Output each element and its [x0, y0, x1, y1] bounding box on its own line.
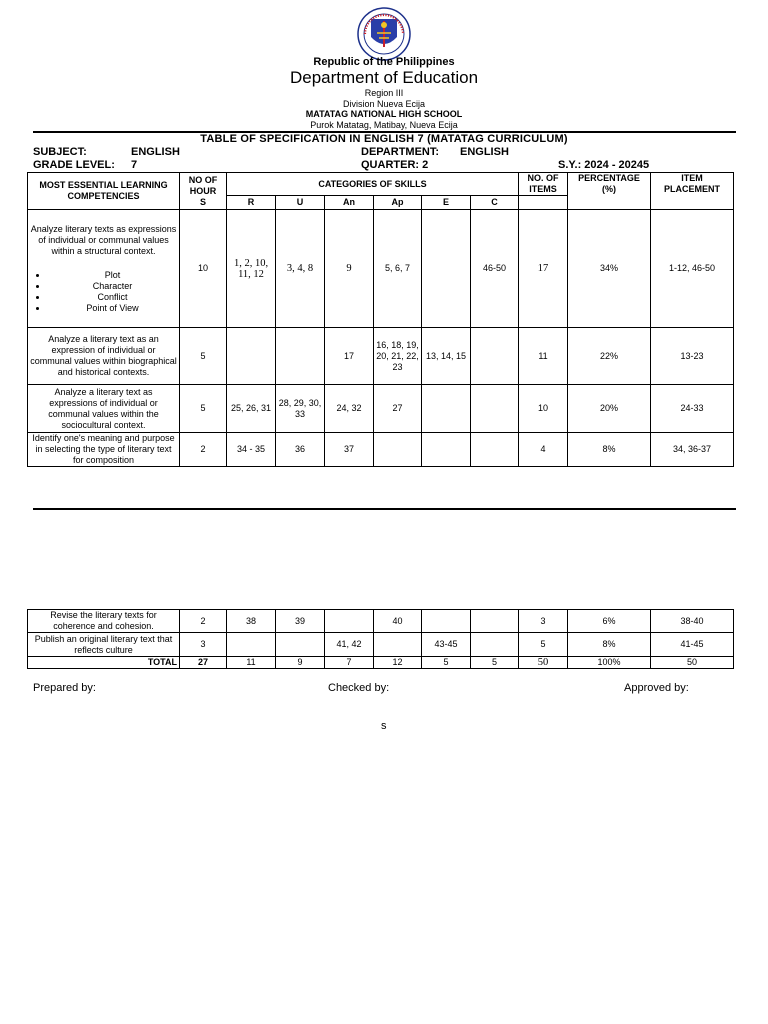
ap-cell: 16, 18, 19, 20, 21, 22, 23 — [374, 328, 422, 385]
table-row — [28, 610, 734, 633]
items-cell: 5 — [519, 633, 568, 657]
items-cell: 4 — [519, 433, 568, 467]
bullet-item: • Plot — [48, 270, 177, 281]
placement-cell: 41-45 — [651, 633, 734, 657]
header-r: R — [227, 196, 276, 210]
items-cell: 10 — [519, 385, 568, 433]
total-ap: 12 — [374, 657, 422, 669]
ap-cell: 40 — [374, 610, 422, 633]
e-cell — [422, 385, 471, 433]
table-row — [28, 210, 734, 328]
header-hours: NO OF HOUR S — [180, 173, 227, 210]
tos-table-bottom — [27, 609, 734, 669]
total-placement: 50 — [651, 657, 734, 669]
header-percentage: PERCENTAGE (%) — [568, 173, 651, 210]
table-row — [28, 328, 734, 385]
r-cell: 1, 2, 10, 11, 12 — [227, 210, 276, 328]
hours-cell: 5 — [180, 385, 227, 433]
bullet-item: • Point of View — [48, 303, 177, 314]
r-cell — [227, 328, 276, 385]
table-row — [28, 433, 734, 467]
grade-value: 7 — [131, 159, 138, 171]
an-cell: 37 — [325, 433, 374, 467]
division-text: Division Nueva Ecija — [342, 99, 426, 109]
table-row — [28, 633, 734, 657]
r-cell: 25, 26, 31 — [227, 385, 276, 433]
placement-cell: 24-33 — [651, 385, 734, 433]
header-c: C — [471, 196, 519, 210]
header-an: An — [325, 196, 374, 210]
table-row — [28, 385, 734, 433]
ap-cell — [374, 633, 422, 657]
percentage-cell: 6% — [568, 610, 651, 633]
c-cell — [471, 633, 519, 657]
e-cell: 43-45 — [422, 633, 471, 657]
competency-cell: Identify one's meaning and purpose in selecting the type of literary text for composition — [28, 433, 180, 467]
total-label: TOTAL — [28, 657, 180, 669]
percentage-cell: 8% — [568, 633, 651, 657]
total-r: 11 — [227, 657, 276, 669]
subject-value: ENGLISH — [131, 146, 180, 158]
department-label: DEPARTMENT: — [361, 146, 440, 158]
competency-cell: Analyze a literary text as an expression of individual or communal values within biographical and historical contexts. — [28, 328, 180, 385]
c-cell — [471, 433, 519, 467]
prepared-by-label: Prepared by: — [33, 682, 96, 694]
u-cell: 39 — [276, 610, 325, 633]
deped-seal-logo — [357, 7, 411, 61]
footer-mark: s — [381, 720, 387, 732]
competency-cell: Revise the literary texts for coherence and cohesion. — [28, 610, 180, 633]
total-c: 5 — [471, 657, 519, 669]
e-cell: 13, 14, 15 — [422, 328, 471, 385]
an-cell: 9 — [325, 210, 374, 328]
total-e: 5 — [422, 657, 471, 669]
items-cell: 17 — [519, 210, 568, 328]
header-competencies: MOST ESSENTIAL LEARNING COMPETENCIES — [28, 173, 180, 210]
total-u: 9 — [276, 657, 325, 669]
quarter-text: QUARTER: 2 — [361, 159, 429, 171]
hours-cell: 2 — [180, 433, 227, 467]
total-hours: 27 — [180, 657, 227, 669]
u-cell: 28, 29, 30, 33 — [276, 385, 325, 433]
header-items: NO. OF ITEMS — [519, 173, 568, 196]
tos-table-top — [27, 172, 734, 467]
school-address: Purok Matatag, Matibay, Nueva Ecija — [310, 120, 458, 130]
c-cell: 46-50 — [471, 210, 519, 328]
subject-label: SUBJECT: — [33, 146, 87, 158]
u-cell — [276, 328, 325, 385]
competency-bullets — [30, 270, 177, 314]
department-value: ENGLISH — [460, 146, 509, 158]
competency-cell: Analyze a literary text as expressions of individual or communal values within the sociocultural context. — [28, 385, 180, 433]
hours-cell: 10 — [180, 210, 227, 328]
percentage-cell: 22% — [568, 328, 651, 385]
checked-by-label: Checked by: — [328, 682, 390, 694]
percentage-cell: 8% — [568, 433, 651, 467]
ap-cell — [374, 433, 422, 467]
republic-heading: Republic of the Philippines — [313, 56, 455, 68]
header-skills: CATEGORIES OF SKILLS — [227, 173, 519, 196]
school-name: MATATAG NATIONAL HIGH SCHOOL — [305, 109, 463, 119]
hours-cell: 5 — [180, 328, 227, 385]
total-items: 50 — [519, 657, 568, 669]
placement-cell: 1-12, 46-50 — [651, 210, 734, 328]
u-cell — [276, 633, 325, 657]
e-cell — [422, 433, 471, 467]
e-cell — [422, 210, 471, 328]
an-cell: 17 — [325, 328, 374, 385]
ap-cell: 27 — [374, 385, 422, 433]
r-cell: 38 — [227, 610, 276, 633]
u-cell: 36 — [276, 433, 325, 467]
an-cell: 41, 42 — [325, 633, 374, 657]
hours-cell: 2 — [180, 610, 227, 633]
ap-cell: 5, 6, 7 — [374, 210, 422, 328]
items-cell: 3 — [519, 610, 568, 633]
r-cell — [227, 633, 276, 657]
u-cell: 3, 4, 8 — [276, 210, 325, 328]
competency-cell: Analyze literary texts as expressions of individual or communal values within a structural context. • Plot • Character • Conflict • Point of View — [28, 210, 180, 328]
percentage-cell: 34% — [568, 210, 651, 328]
percentage-cell: 20% — [568, 385, 651, 433]
grade-label: GRADE LEVEL: — [33, 159, 115, 171]
total-row — [28, 657, 734, 669]
page-break-divider — [33, 508, 736, 510]
region-text: Region III — [364, 88, 404, 98]
total-an: 7 — [325, 657, 374, 669]
department-heading: Department of Education — [289, 68, 479, 87]
r-cell: 34 - 35 — [227, 433, 276, 467]
bullet-item: • Conflict — [48, 292, 177, 303]
placement-cell: 13-23 — [651, 328, 734, 385]
competency-cell: Publish an original literary text that reflects culture — [28, 633, 180, 657]
tos-title: TABLE OF SPECIFICATION IN ENGLISH 7 (MATATAG CURRICULUM) — [200, 133, 568, 145]
header-u: U — [276, 196, 325, 210]
e-cell — [422, 610, 471, 633]
header-items-blank — [519, 196, 568, 210]
header-e: E — [422, 196, 471, 210]
c-cell — [471, 610, 519, 633]
placement-cell: 38-40 — [651, 610, 734, 633]
an-cell: 24, 32 — [325, 385, 374, 433]
header-ap: Ap — [374, 196, 422, 210]
header-placement: ITEM PLACEMENT — [651, 173, 734, 210]
an-cell — [325, 610, 374, 633]
total-percentage: 100% — [568, 657, 651, 669]
c-cell — [471, 328, 519, 385]
items-cell: 11 — [519, 328, 568, 385]
approved-by-label: Approved by: — [624, 682, 689, 694]
school-year-text: S.Y.: 2024 - 20245 — [558, 159, 650, 171]
bullet-item: • Character — [48, 281, 177, 292]
c-cell — [471, 385, 519, 433]
placement-cell: 34, 36-37 — [651, 433, 734, 467]
hours-cell: 3 — [180, 633, 227, 657]
